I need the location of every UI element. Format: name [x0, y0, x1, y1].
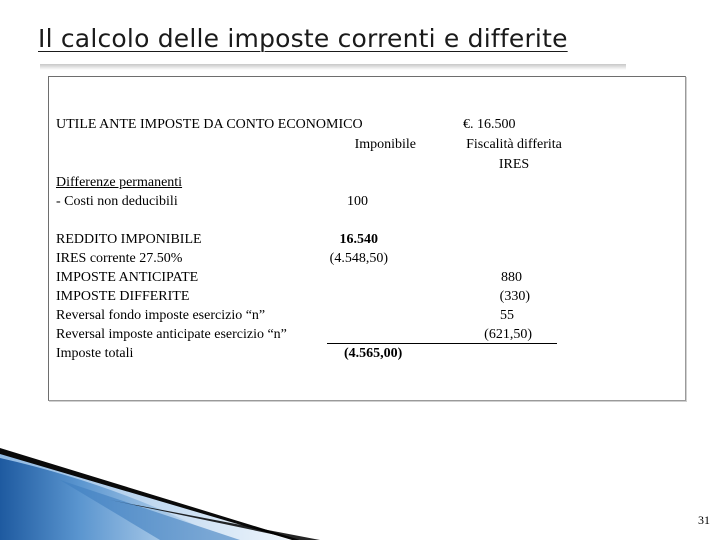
reversal-fondo-value: 55: [500, 308, 514, 323]
column-imponibile: Imponibile: [354, 137, 416, 152]
imposte-differite-label: IMPOSTE DIFFERITE: [56, 289, 190, 304]
title-shadow: [40, 64, 626, 70]
column-fiscalita-differita: Fiscalità differita: [466, 137, 562, 152]
imposte-anticipate-value: 880: [501, 270, 522, 285]
slide-title: Il calcolo delle imposte correnti e differite: [38, 24, 568, 53]
costi-non-deducibili-label: - Costi non deducibili: [56, 194, 178, 209]
page-number: 31: [698, 513, 710, 527]
imposte-anticipate-label: IMPOSTE ANTICIPATE: [56, 270, 199, 285]
reversal-anticipate-value: (621,50): [484, 327, 532, 342]
header-label: UTILE ANTE IMPOSTE DA CONTO ECONOMICO: [56, 117, 363, 132]
reversal-fondo-label: Reversal fondo imposte esercizio “n”: [56, 308, 266, 323]
costi-non-deducibili-value: 100: [347, 194, 368, 209]
header-amount: €. 16.500: [463, 117, 516, 132]
imposte-totali-value: (4.565,00): [344, 346, 403, 361]
underline-rule: [327, 343, 557, 344]
imposte-totali-label: Imposte totali: [56, 346, 134, 361]
ires-corrente-label: IRES corrente 27.50%: [56, 251, 183, 266]
differenze-permanenti-label: Differenze permanenti: [56, 175, 183, 190]
decorative-wave-graphic: [0, 440, 700, 540]
reddito-imponibile-label: REDDITO IMPONIBILE: [56, 232, 202, 247]
imposte-differite-value: (330): [499, 289, 530, 304]
reddito-imponibile-value: 16.540: [339, 232, 378, 247]
reversal-anticipate-label: Reversal imposte anticipate esercizio “n”: [56, 327, 287, 342]
column-ires: IRES: [498, 157, 530, 172]
ires-corrente-value: (4.548,50): [329, 251, 388, 266]
